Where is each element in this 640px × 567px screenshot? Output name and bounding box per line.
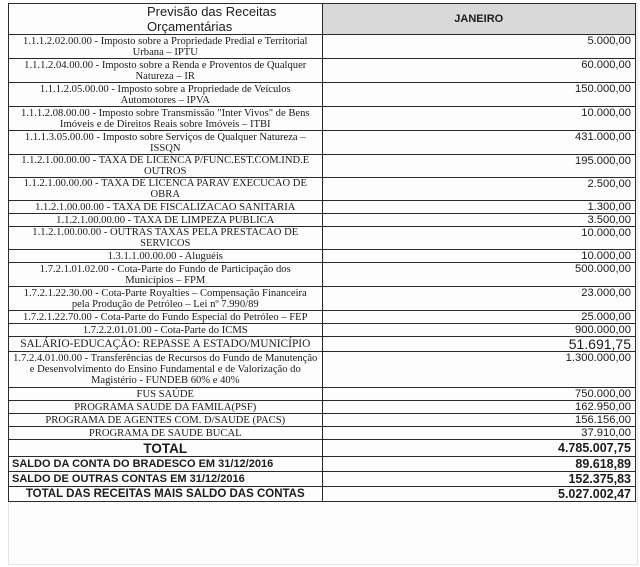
row-description: 1.1.2.1.00.00.00 - TAXA DE LICENCA PARAV EXECUCAO DE OBRA bbox=[9, 178, 323, 201]
row-description: PROGRAMA DE SAUDE BUCAL bbox=[9, 427, 323, 440]
description-line: 1.7.2.4.01.00.00 - Transferências de Recursos do Fundo de Manutenção bbox=[13, 353, 318, 364]
saldo-bradesco-label: SALDO DA CONTA DO BRADESCO EM 31/12/2016 bbox=[9, 457, 323, 472]
row-value: 900.000,00 bbox=[322, 324, 636, 337]
row-description: PROGRAMA SAUDE DA FAMILA(PSF) bbox=[9, 401, 323, 414]
saldo-outras-value: 152.375,83 bbox=[322, 472, 636, 487]
row-description bbox=[9, 59, 323, 83]
grand-total-label: TOTAL DAS RECEITAS MAIS SALDO DAS CONTAS bbox=[9, 487, 323, 502]
row-description bbox=[9, 287, 323, 311]
row-description bbox=[9, 107, 323, 131]
description-line: Imóveis e de Direitos Reais sobre Imóveis – ITBI bbox=[59, 118, 271, 130]
description-line: 1.1.1.2.08.00.00 - Imposto sobre Transmissão "Inter Vivos" de Bens bbox=[20, 107, 310, 119]
description-line: Natureza – IR bbox=[135, 70, 195, 82]
row-value: 3.500,00 bbox=[322, 214, 636, 227]
row-description: 1.1.2.1.00.00.00 - OUTRAS TAXAS PELA PRESTACAO DE SERVICOS bbox=[9, 227, 323, 250]
description-line: 1.1.1.3.05.00.00 - Imposto sobre Serviços de Qualquer Natureza – bbox=[24, 131, 306, 143]
description-line: 1.7.2.1.22.30.00 - Cota-Parte Royalties – Compensação Financeira bbox=[23, 287, 307, 299]
table-row bbox=[9, 263, 636, 287]
row-description bbox=[9, 35, 323, 59]
row-value: 195.000,00 bbox=[322, 155, 636, 178]
row-value: 10.000,00 bbox=[322, 227, 636, 250]
row-description bbox=[9, 352, 323, 388]
table-row bbox=[9, 35, 636, 59]
row-value: 23.000,00 bbox=[322, 287, 636, 311]
row-value: 156.156,00 bbox=[322, 414, 636, 427]
description-line: e Desenvolvimento do Ensino Fundamental e de Valorização do bbox=[29, 364, 301, 375]
grand-total-row bbox=[9, 487, 636, 502]
description-line: 1.1.1.2.02.00.00 - Imposto sobre a Propriedade Predial e Territorial bbox=[23, 35, 308, 47]
row-description: 1.3.1.1.00.00.00 - Aluguéis bbox=[9, 250, 323, 263]
table-row bbox=[9, 337, 636, 352]
row-value: 162.950,00 bbox=[322, 401, 636, 414]
description-line: 1.1.1.2.05.00.00 - Imposto sobre a Propriedade de Veículos bbox=[39, 83, 291, 95]
row-description: 1.1.2.1.00.00.00 - TAXA DE FISCALIZACAO SANITARIA bbox=[9, 201, 323, 214]
budget-document bbox=[8, 3, 638, 565]
description-line: Municípios – FPM bbox=[125, 274, 206, 286]
header-row bbox=[9, 4, 636, 35]
table-row bbox=[9, 401, 636, 414]
total-row bbox=[9, 440, 636, 457]
row-value: 431.000,00 bbox=[322, 131, 636, 155]
description-line: Automotores – IPVA bbox=[120, 94, 210, 106]
saldo-bradesco-value: 89.618,89 bbox=[322, 457, 636, 472]
table-row bbox=[9, 107, 636, 131]
table-row bbox=[9, 83, 636, 107]
row-value: 37.910,00 bbox=[322, 427, 636, 440]
description-line: 1.1.1.2.04.00.00 - Imposto sobre a Renda e Proventos de Qualquer bbox=[24, 59, 307, 71]
row-description: PROGRAMA DE AGENTES COM. D/SAUDE (PACS) bbox=[9, 414, 323, 427]
table-row bbox=[9, 427, 636, 440]
saldo-bradesco-row bbox=[9, 457, 636, 472]
description-line: 1.7.2.1.01.02.00 - Cota-Parte do Fundo de Participação dos bbox=[39, 263, 291, 275]
table-row bbox=[9, 414, 636, 427]
month-header: JANEIRO bbox=[322, 4, 636, 35]
row-value: 750.000,00 bbox=[322, 388, 636, 401]
row-description: 1.1.2.1.00.00.00 - TAXA DE LIMPEZA PUBLICA bbox=[9, 214, 323, 227]
row-description bbox=[9, 83, 323, 107]
grand-total-value: 5.027.002,47 bbox=[322, 487, 636, 502]
saldo-outras-label: SALDO DE OUTRAS CONTAS EM 31/12/2016 bbox=[9, 472, 323, 487]
total-label: TOTAL bbox=[9, 440, 323, 457]
revenue-table bbox=[8, 3, 636, 502]
table-row bbox=[9, 388, 636, 401]
row-value: 10.000,00 bbox=[322, 250, 636, 263]
row-value: 51.691,75 bbox=[322, 337, 636, 352]
row-description: FUS SAÚDE bbox=[9, 388, 323, 401]
row-description: 1.7.2.2.01.01.00 - Cota-Parte do ICMS bbox=[9, 324, 323, 337]
table-row bbox=[9, 59, 636, 83]
description-line: pela Produção de Petróleo – Lei nº 7.990/89 bbox=[71, 298, 259, 310]
row-description bbox=[9, 263, 323, 287]
table-row bbox=[9, 352, 636, 388]
table-row bbox=[9, 214, 636, 227]
table-title: Previsão das Receitas Orçamentárias bbox=[9, 4, 323, 35]
row-description: 1.1.2.1.00.00.00 - TAXA DE LICENCA P/FUNC.EST.COM.IND.E OUTROS bbox=[9, 155, 323, 178]
row-value: 10.000,00 bbox=[322, 107, 636, 131]
table-row bbox=[9, 131, 636, 155]
table-row bbox=[9, 287, 636, 311]
description-line: Magistério - FUNDEB 60% e 40% bbox=[90, 375, 240, 386]
table-row bbox=[9, 178, 636, 201]
table-row bbox=[9, 201, 636, 214]
row-description: SALÁRIO-EDUCAÇÃO: REPASSE A ESTADO/MUNICÍPIO bbox=[9, 337, 323, 352]
row-value: 60.000,00 bbox=[322, 59, 636, 83]
row-value: 1.300,00 bbox=[322, 201, 636, 214]
table-row bbox=[9, 311, 636, 324]
table-row bbox=[9, 250, 636, 263]
total-value: 4.785.007,75 bbox=[322, 440, 636, 457]
row-value: 1.300.000,00 bbox=[322, 352, 636, 388]
table-row bbox=[9, 155, 636, 178]
row-value: 150.000,00 bbox=[322, 83, 636, 107]
row-value: 5.000,00 bbox=[322, 35, 636, 59]
row-description: 1.7.2.1.22.70.00 - Cota-Parte do Fundo Especial do Petróleo – FEP bbox=[9, 311, 323, 324]
description-line: Urbana – IPTU bbox=[132, 46, 198, 58]
row-value: 2.500,00 bbox=[322, 178, 636, 201]
description-line: ISSQN bbox=[149, 142, 181, 154]
table-row bbox=[9, 227, 636, 250]
saldo-outras-row bbox=[9, 472, 636, 487]
row-description bbox=[9, 131, 323, 155]
table-row bbox=[9, 324, 636, 337]
row-value: 25.000,00 bbox=[322, 311, 636, 324]
row-value: 500.000,00 bbox=[322, 263, 636, 287]
